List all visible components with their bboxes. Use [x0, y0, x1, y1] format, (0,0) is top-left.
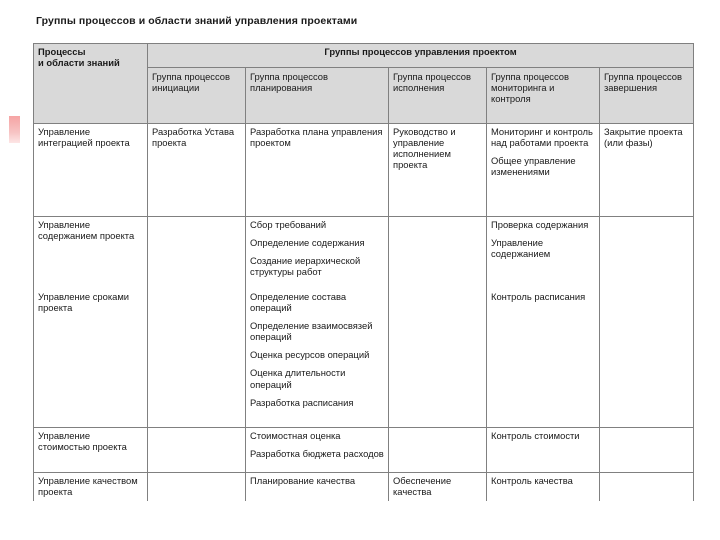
monitoring-cell: Контроль стоимости [487, 428, 600, 473]
monitoring-cell: Контроль расписания [487, 289, 600, 428]
table-row [34, 289, 694, 428]
area-cell: Управление содержанием проекта [34, 217, 148, 290]
initiation-cell [148, 473, 246, 502]
monitoring-cell: Контроль качества [487, 473, 600, 502]
planning-cell: Определение состава операций Определение взаимосвязей операций Оценка ресурсов операций Оценка длительности операций Разработка расписания [246, 289, 389, 428]
table-header-row [34, 44, 694, 68]
group-header-planning: Группа процессов планирования [246, 68, 389, 124]
closing-cell: Закрытие проекта (или фазы) [600, 124, 694, 217]
closing-cell [600, 473, 694, 502]
area-cell: Управление качеством проекта [34, 473, 148, 502]
monitoring-cell: Мониторинг и контроль над работами проекта Общее управление изменениями [487, 124, 600, 217]
execution-cell [389, 289, 487, 428]
page-title: Группы процессов и области знаний управления проектами [36, 15, 358, 27]
process-groups-header: Группы процессов управления проектом [148, 44, 694, 68]
table-row [34, 428, 694, 473]
group-header-monitoring: Группа процессов мониторинга и контроля [487, 68, 600, 124]
initiation-cell [148, 217, 246, 290]
group-header-initiation: Группа процессов инициации [148, 68, 246, 124]
initiation-cell: Разработка Устава проекта [148, 124, 246, 217]
planning-cell: Разработка плана управления проектом [246, 124, 389, 217]
monitoring-cell: Проверка содержания Управление содержанием [487, 217, 600, 290]
area-cell: Управление сроками проекта [34, 289, 148, 428]
area-column-header: Процессы и области знаний [34, 44, 148, 124]
execution-cell [389, 428, 487, 473]
planning-cell: Сбор требований Определение содержания Создание иерархической структуры работ [246, 217, 389, 290]
process-groups-table [33, 43, 694, 501]
closing-cell [600, 428, 694, 473]
planning-cell: Планирование качества [246, 473, 389, 502]
initiation-cell [148, 428, 246, 473]
closing-cell [600, 289, 694, 428]
table-cutoff [33, 514, 693, 540]
area-cell: Управление интеграцией проекта [34, 124, 148, 217]
group-header-closing: Группа процессов завершения [600, 68, 694, 124]
table-row [34, 124, 694, 217]
area-cell: Управление стоимостью проекта [34, 428, 148, 473]
initiation-cell [148, 289, 246, 428]
closing-cell [600, 217, 694, 290]
table-row [34, 217, 694, 290]
execution-cell: Руководство и управление исполнением проекта [389, 124, 487, 217]
slide-accent-mark [9, 116, 20, 143]
table-row [34, 473, 694, 502]
execution-cell [389, 217, 487, 290]
group-header-execution: Группа процессов исполнения [389, 68, 487, 124]
execution-cell: Обеспечение качества [389, 473, 487, 502]
planning-cell: Стоимостная оценка Разработка бюджета расходов [246, 428, 389, 473]
